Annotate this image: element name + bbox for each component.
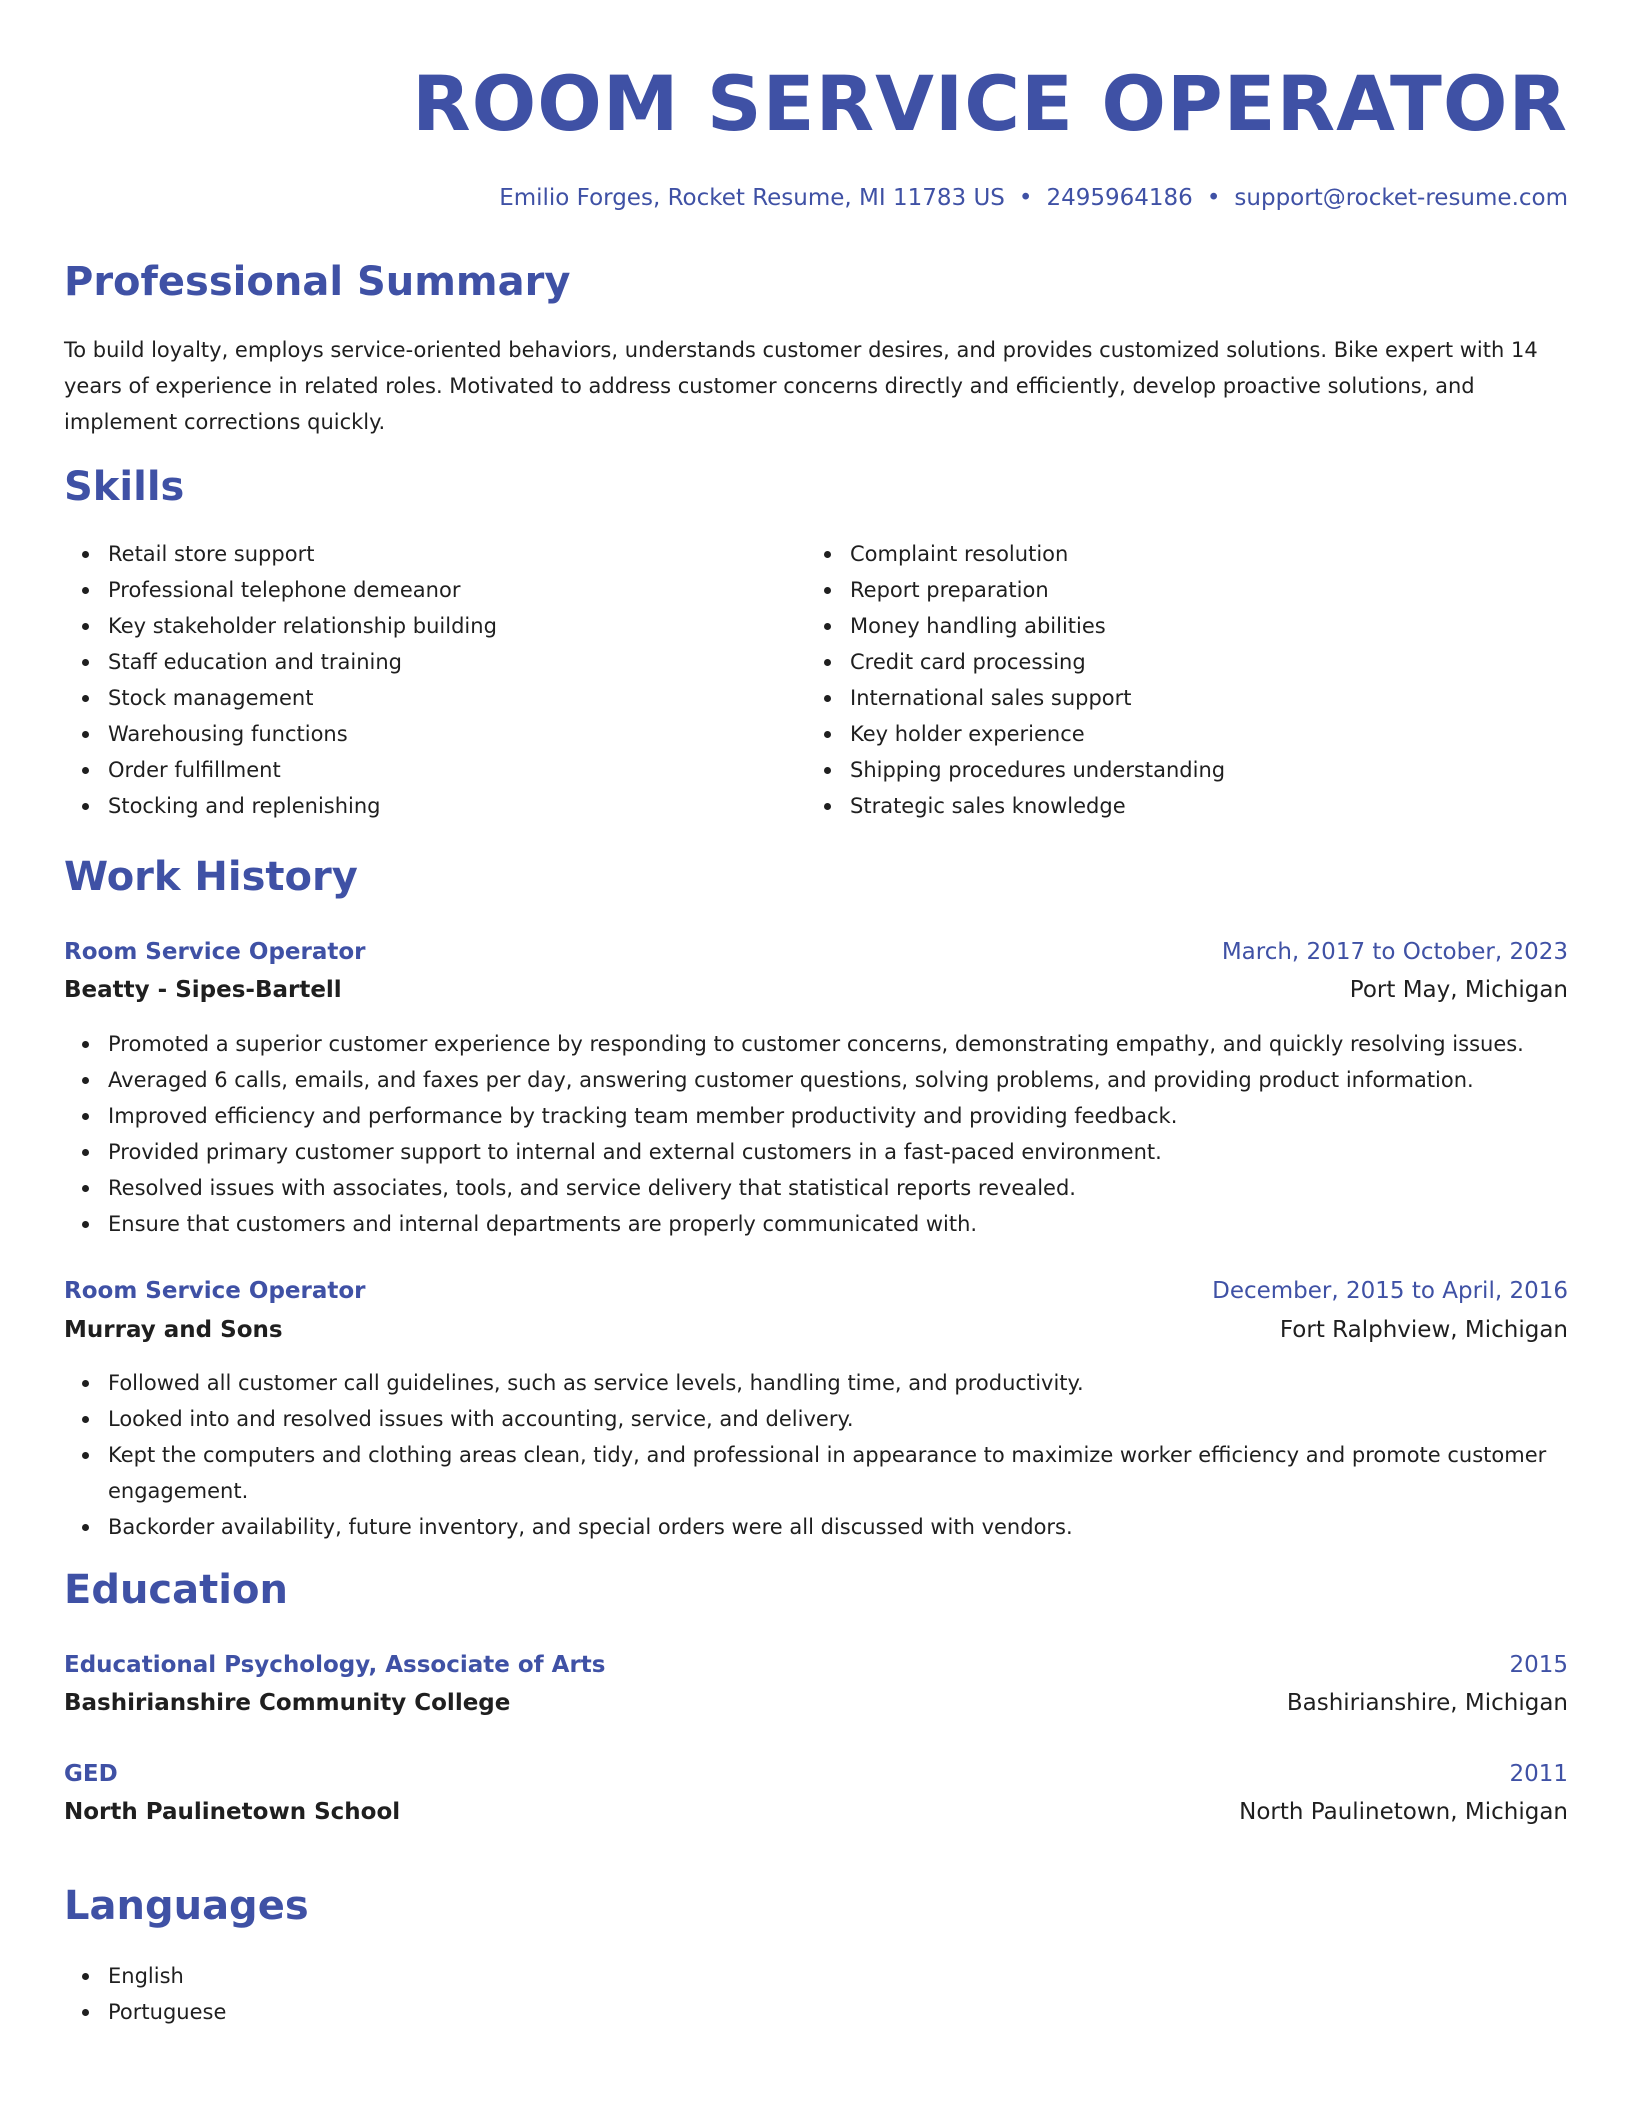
job-company: Beatty - Sipes-Bartell — [64, 977, 342, 1003]
education-degree: GED — [64, 1761, 118, 1787]
summary-text: To build loyalty, employs service-oriented behaviors, understands customer desires, and provides customized solutions. Bike expert with 14 years of experience in related roles. Motivated to address customer concerns directly and efficiently, develop proactive solutions, and implement corrections quickly. — [64, 338, 1538, 434]
languages-block — [64, 1958, 1568, 2030]
duty-item: Resolved issues with associates, tools, and service delivery that statistical reports revealed. — [108, 1170, 1568, 1206]
skill-item: Retail store support — [108, 536, 764, 572]
skill-item: Professional telephone demeanor — [108, 572, 764, 608]
resume-page — [64, 56, 1568, 2024]
duty-item: Promoted a superior customer experience by responding to customer concerns, demonstrating empathy, and quickly resolving issues. — [108, 1026, 1568, 1062]
duty-item: Followed all customer call guidelines, such as service levels, handling time, and productivity. — [108, 1365, 1568, 1401]
skill-item: Order fulfillment — [108, 752, 764, 788]
education-year: 2011 — [1509, 1761, 1568, 1787]
language-item: Portuguese — [108, 1994, 1568, 2030]
skill-item: Key stakeholder relationship building — [108, 608, 764, 644]
skills-column-left — [64, 536, 764, 824]
contact-line — [499, 182, 1568, 214]
education-school: North Paulinetown School — [64, 1799, 401, 1825]
skills-heading: Skills — [64, 464, 185, 510]
summary-heading: Professional Summary — [64, 259, 571, 305]
duty-item: Ensure that customers and internal departments are properly communicated with. — [108, 1206, 1568, 1242]
contact-phone: 2495964186 — [1046, 185, 1193, 211]
candidate-title: ROOM SERVICE OPERATOR — [412, 59, 1568, 148]
skill-item: Warehousing functions — [108, 716, 764, 752]
contact-separator: • — [1206, 185, 1221, 211]
contact-email[interactable]: support@rocket-resume.com — [1234, 185, 1568, 211]
job-title: Room Service Operator — [64, 939, 366, 965]
skill-item: International sales support — [850, 680, 1506, 716]
education-school: Bashirianshire Community College — [64, 1690, 511, 1716]
work-history-heading: Work History — [64, 854, 358, 900]
job-header — [64, 934, 1568, 970]
contact-address: Emilio Forges, Rocket Resume, MI 11783 US — [499, 185, 1005, 211]
job-duties — [64, 1026, 1568, 1242]
education-degree: Educational Psychology, Associate of Arts — [64, 1652, 606, 1678]
duty-item: Averaged 6 calls, emails, and faxes per day, answering customer questions, solving problems, and providing product information. — [108, 1062, 1568, 1098]
job-dates: December, 2015 to April, 2016 — [1212, 1278, 1568, 1304]
job-employer-row — [64, 1312, 1568, 1348]
education-year: 2015 — [1509, 1652, 1568, 1678]
skill-item: Complaint resolution — [850, 536, 1506, 572]
job-employer-row — [64, 972, 1568, 1008]
languages-list — [64, 1958, 1568, 2030]
skill-item: Stock management — [108, 680, 764, 716]
job-dates: March, 2017 to October, 2023 — [1221, 939, 1568, 965]
job-location: Port May, Michigan — [1349, 977, 1568, 1003]
skills-list-left — [64, 536, 764, 824]
duty-item: Improved efficiency and performance by tracking team member productivity and providing feedback. — [108, 1098, 1568, 1134]
skill-item: Strategic sales knowledge — [850, 788, 1506, 824]
duty-item: Looked into and resolved issues with accounting, service, and delivery. — [108, 1401, 1568, 1437]
job-title: Room Service Operator — [64, 1278, 366, 1304]
education-heading: Education — [64, 1567, 288, 1613]
education-school-row — [64, 1794, 1568, 1830]
skills-list-right — [806, 536, 1506, 824]
skill-item: Stocking and replenishing — [108, 788, 764, 824]
duty-item: Provided primary customer support to internal and external customers in a fast-paced environment. — [108, 1134, 1568, 1170]
education-header — [64, 1756, 1568, 1792]
languages-heading: Languages — [64, 1883, 309, 1929]
job-location: Fort Ralphview, Michigan — [1279, 1317, 1568, 1343]
education-location: North Paulinetown, Michigan — [1239, 1799, 1568, 1825]
job-duties — [64, 1365, 1568, 1545]
contact-separator: • — [1018, 185, 1033, 211]
skill-item: Money handling abilities — [850, 608, 1506, 644]
job-company: Murray and Sons — [64, 1317, 283, 1343]
skill-item: Shipping procedures understanding — [850, 752, 1506, 788]
duty-item: Backorder availability, future inventory, and special orders were all discussed with vendors. — [108, 1509, 1568, 1545]
job-duties-list — [64, 1026, 1568, 1242]
duty-item: Kept the computers and clothing areas clean, tidy, and professional in appearance to maximize worker efficiency and promote customer engagement. — [108, 1437, 1568, 1509]
skill-item: Key holder experience — [850, 716, 1506, 752]
education-school-row — [64, 1685, 1568, 1721]
skill-item: Report preparation — [850, 572, 1506, 608]
skill-item: Staff education and training — [108, 644, 764, 680]
skills-column-right — [806, 536, 1506, 824]
skill-item: Credit card processing — [850, 644, 1506, 680]
education-header — [64, 1647, 1568, 1683]
education-location: Bashirianshire, Michigan — [1286, 1690, 1568, 1716]
language-item: English — [108, 1958, 1568, 1994]
job-duties-list — [64, 1365, 1568, 1545]
job-header — [64, 1273, 1568, 1309]
